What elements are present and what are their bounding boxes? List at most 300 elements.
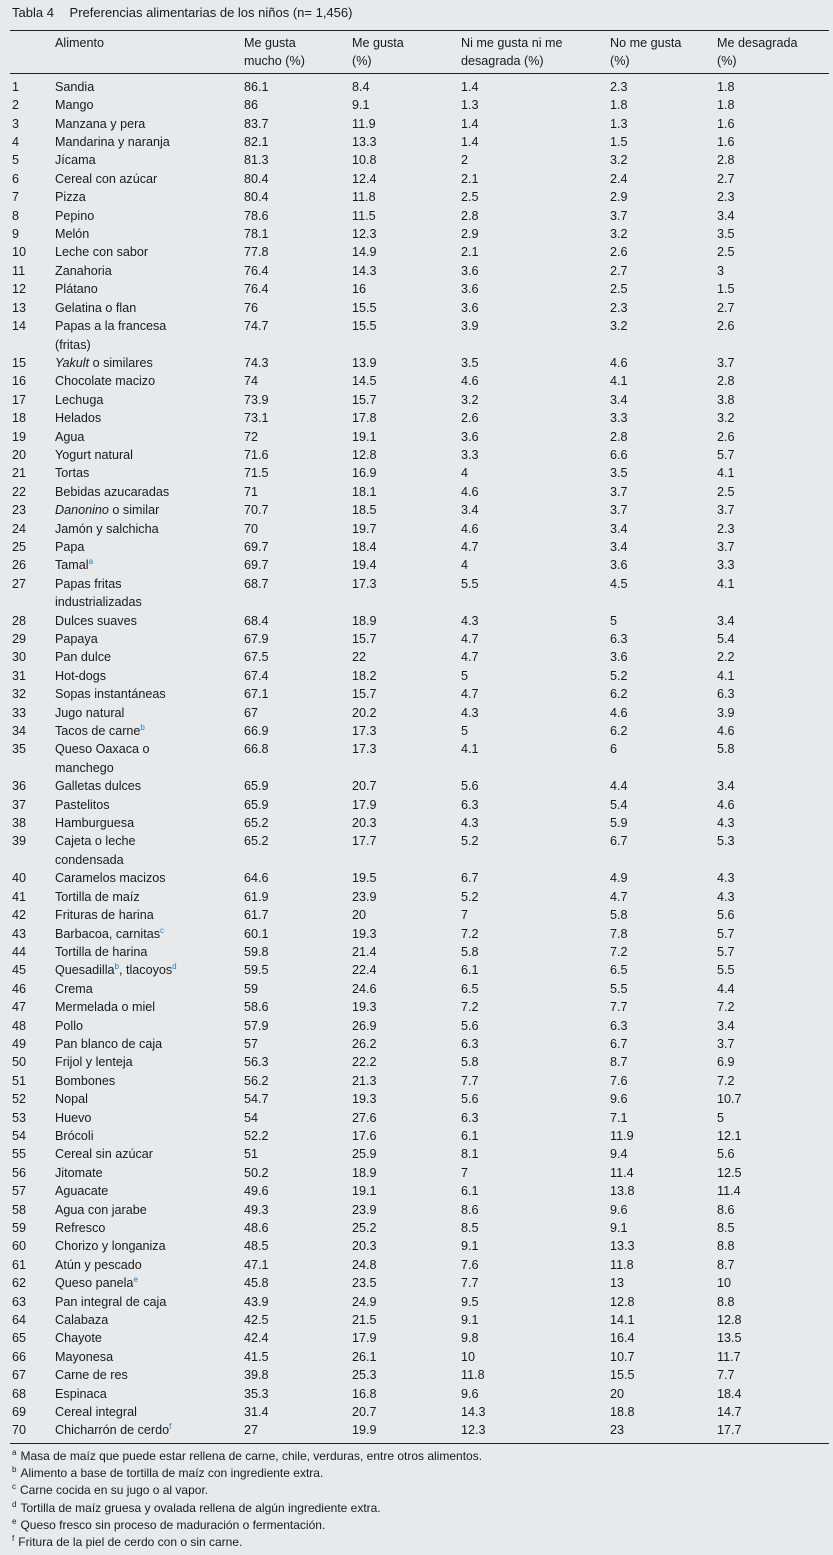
value-cell: 17.9 (352, 797, 377, 812)
row-number: 55 (12, 1147, 27, 1162)
value-cell: 7.6 (610, 1073, 628, 1088)
row-number: 40 (12, 871, 27, 886)
food-name (55, 961, 244, 979)
table-row (10, 722, 829, 740)
top-rule (10, 30, 829, 31)
value-cell: 5.4 (717, 632, 735, 646)
row-number: 35 (12, 742, 27, 757)
table-row (10, 446, 829, 464)
value-cell: 13.3 (352, 135, 377, 150)
food-name-part: Papas fritas (55, 576, 122, 591)
table-row (10, 575, 829, 612)
value-cell: 22 (352, 650, 367, 665)
food-name-part: Pan dulce (55, 650, 112, 665)
row-number: 57 (12, 1184, 27, 1199)
food-name-part: manchego (55, 760, 114, 775)
value-cell: 76.4 (244, 263, 269, 278)
value-cell: 2.6 (717, 429, 735, 444)
value-cell: 65.2 (244, 816, 269, 831)
value-cell: 7.2 (461, 1000, 479, 1015)
value-cell: 43.9 (244, 1294, 269, 1309)
value-cell: 8.7 (610, 1055, 628, 1070)
value-cell: 5.4 (610, 797, 628, 812)
table-row (10, 704, 829, 722)
value-cell: 68.7 (244, 576, 269, 591)
food-name-part: Melón (55, 227, 90, 242)
value-cell: 9.4 (610, 1147, 628, 1162)
value-cell: 5.8 (717, 742, 735, 757)
food-name-part: Chicharrón de cerdo (55, 1423, 170, 1438)
food-name-part: Nopal (55, 1092, 88, 1107)
row-number: 24 (12, 521, 27, 536)
value-cell: 86 (244, 98, 259, 113)
value-cell: 3.7 (717, 1036, 735, 1051)
value-cell: 10 (461, 1349, 476, 1364)
value-cell: 2.6 (461, 411, 479, 426)
table-row (10, 943, 829, 961)
value-cell: 4.1 (717, 576, 735, 591)
value-cell: 3.7 (717, 355, 735, 370)
row-number: 37 (12, 797, 27, 812)
food-name-part: Mermelada o miel (55, 1000, 156, 1015)
value-cell: 1.6 (717, 116, 735, 131)
food-name-part: Crema (55, 981, 93, 996)
food-name (55, 1421, 244, 1439)
value-cell: 3.6 (461, 429, 479, 444)
table-row (10, 556, 829, 574)
value-cell: 23 (610, 1423, 625, 1438)
table-row (10, 630, 829, 648)
row-number: 1 (12, 79, 20, 94)
value-cell: 6.3 (461, 1110, 479, 1125)
food-name (55, 575, 244, 612)
value-cell: 7.2 (717, 1073, 735, 1088)
value-cell: 25.3 (352, 1368, 377, 1383)
value-cell: 8.6 (461, 1202, 479, 1217)
value-cell: 58.6 (244, 1000, 269, 1015)
row-number: 44 (12, 944, 27, 959)
row-number: 5 (12, 153, 20, 168)
value-cell: 19.7 (352, 521, 377, 536)
value-cell: 4.6 (461, 484, 479, 499)
food-name-part: , tlacoyos (118, 963, 173, 978)
column-header (244, 33, 352, 74)
table-row (10, 501, 829, 519)
value-cell: 5 (461, 724, 469, 739)
header-line-2: (%) (717, 54, 737, 69)
value-cell: 12.3 (352, 227, 377, 242)
table-row (10, 925, 829, 943)
footnote (12, 1482, 482, 1499)
value-cell: 2.8 (610, 429, 628, 444)
food-name-part: Pan blanco de caja (55, 1036, 163, 1051)
food-name (55, 538, 244, 556)
row-number: 17 (12, 392, 27, 407)
footnote-text: Alimento a base de tortilla de maíz con ingrediente extra. (20, 1466, 324, 1481)
value-cell: 48.5 (244, 1239, 269, 1254)
value-cell: 71.5 (244, 466, 269, 481)
row-number: 33 (12, 705, 27, 720)
food-name (55, 1329, 244, 1347)
food-name-part: Pan integral de caja (55, 1294, 167, 1309)
value-cell: 3.4 (461, 503, 479, 518)
value-cell: 7.2 (610, 944, 628, 959)
food-name-part: Calabaza (55, 1313, 109, 1328)
value-cell: 7.7 (461, 1073, 479, 1088)
value-cell: 4.6 (610, 355, 628, 370)
value-cell: 14.1 (610, 1313, 635, 1328)
food-name (55, 648, 244, 666)
table-row (10, 74, 829, 96)
table-row (10, 612, 829, 630)
header-line-2: desagrada (%) (461, 54, 544, 69)
row-number: 9 (12, 227, 20, 242)
table-row (10, 133, 829, 151)
value-cell: 6.3 (717, 687, 735, 702)
food-name (55, 446, 244, 464)
footnote-mark: a (12, 1448, 17, 1457)
row-number: 43 (12, 926, 27, 941)
table-row (10, 888, 829, 906)
value-cell: 5.6 (717, 1147, 735, 1162)
food-name (55, 243, 244, 261)
food-name (55, 1072, 244, 1090)
value-cell: 12.8 (717, 1313, 742, 1328)
value-cell: 5.8 (461, 1055, 479, 1070)
food-name (55, 796, 244, 814)
value-cell: 4.6 (461, 521, 479, 536)
column-header (352, 33, 461, 74)
footnote-mark: c (160, 925, 165, 935)
value-cell: 3.7 (610, 503, 628, 518)
value-cell: 9.1 (610, 1221, 628, 1235)
food-name (55, 722, 244, 740)
food-name-part: Quesadilla (55, 963, 115, 978)
value-cell: 19.1 (352, 429, 377, 444)
food-name-part: Dulces suaves (55, 613, 137, 628)
value-cell: 15.5 (352, 300, 377, 315)
value-cell: 73.9 (244, 392, 269, 407)
header-line-1: Me gusta (352, 36, 404, 50)
value-cell: 18.1 (352, 484, 377, 499)
value-cell: 9.1 (352, 98, 370, 113)
value-cell: 4.3 (717, 816, 735, 831)
value-cell: 11.9 (352, 116, 376, 131)
value-cell: 2.1 (461, 245, 479, 260)
table-row (10, 1366, 829, 1384)
row-number: 31 (12, 668, 27, 683)
value-cell: 1.3 (610, 116, 628, 131)
value-cell: 70 (244, 521, 259, 536)
value-cell: 2 (461, 153, 469, 168)
value-cell: 5 (717, 1110, 725, 1125)
row-number: 56 (12, 1165, 27, 1180)
food-name (55, 262, 244, 280)
value-cell: 7.2 (717, 1000, 735, 1015)
row-number: 63 (12, 1294, 27, 1309)
value-cell: 4.3 (461, 613, 479, 628)
value-cell: 3.9 (717, 705, 735, 720)
food-name-part: Frijol y lenteja (55, 1055, 133, 1070)
footnote-mark: b (114, 962, 119, 972)
footnote-text: Masa de maíz que puede estar rellena de carne, chile, verduras, entre otros alimentos. (20, 1449, 483, 1463)
value-cell: 2.8 (461, 208, 479, 223)
value-cell: 18.9 (352, 613, 377, 628)
value-cell: 2.7 (610, 263, 628, 278)
value-cell: 8.4 (352, 79, 370, 94)
food-name-part: Tortas (55, 466, 90, 481)
food-name (55, 1127, 244, 1145)
value-cell: 6.2 (610, 687, 628, 702)
value-cell: 12.8 (352, 447, 377, 462)
value-cell: 7.7 (717, 1368, 735, 1383)
value-cell: 66.9 (244, 724, 269, 739)
header-line-2: (%) (610, 54, 630, 69)
value-cell: 11.9 (610, 1128, 634, 1143)
table-row (10, 428, 829, 446)
table-row (10, 1145, 829, 1163)
value-cell: 8.8 (717, 1239, 735, 1254)
value-cell: 3.2 (610, 319, 628, 334)
value-cell: 14.3 (461, 1405, 486, 1420)
row-number: 30 (12, 650, 27, 665)
value-cell: 6.7 (610, 834, 628, 849)
value-cell: 57 (244, 1036, 259, 1051)
value-cell: 24.8 (352, 1257, 377, 1272)
food-name (55, 869, 244, 887)
value-cell: 3.5 (610, 466, 628, 481)
food-name (55, 354, 244, 372)
food-name-part: o similares (89, 355, 153, 370)
value-cell: 4.1 (461, 742, 479, 757)
value-cell: 19.4 (352, 558, 377, 573)
column-header (461, 33, 610, 74)
value-cell: 18.5 (352, 503, 377, 518)
value-cell: 12.4 (352, 171, 377, 186)
value-cell: 31.4 (244, 1405, 269, 1420)
table-row (10, 151, 829, 169)
value-cell: 4.1 (717, 466, 735, 481)
value-cell: 5.5 (461, 576, 479, 591)
value-cell: 6.3 (610, 632, 628, 646)
food-name-part: Barbacoa, carnitas (55, 926, 161, 941)
food-name (55, 133, 244, 151)
value-cell: 4.7 (461, 632, 479, 646)
value-cell: 2.5 (461, 190, 479, 205)
value-cell: 1.4 (461, 79, 479, 94)
footnote-mark: f (12, 1534, 15, 1544)
value-cell: 7 (461, 908, 469, 923)
value-cell: 4 (461, 558, 469, 573)
footnote-mark: b (140, 723, 145, 733)
footnote-mark: d (172, 962, 177, 972)
food-name (55, 1311, 244, 1329)
row-number: 8 (12, 208, 20, 223)
header-line-2: mucho (%) (244, 54, 305, 69)
value-cell: 72 (244, 429, 259, 444)
food-name-part: (fritas) (55, 337, 91, 352)
row-number: 68 (12, 1386, 27, 1401)
value-cell: 3.4 (717, 613, 735, 628)
table-row (10, 832, 829, 869)
value-cell: 50.2 (244, 1165, 269, 1180)
value-cell: 3.7 (717, 539, 735, 554)
value-cell: 3.5 (717, 227, 735, 242)
food-name-part: Caramelos macizos (55, 871, 166, 886)
value-cell: 7 (461, 1165, 469, 1180)
food-name (55, 96, 244, 114)
food-name-part: Refresco (55, 1221, 106, 1235)
value-cell: 11.8 (610, 1257, 634, 1272)
value-cell: 4.3 (717, 871, 735, 886)
value-cell: 2.6 (610, 245, 628, 260)
food-name-part: Jícama (55, 153, 96, 168)
table-row (10, 667, 829, 685)
value-cell: 8.8 (717, 1294, 735, 1309)
food-name (55, 704, 244, 722)
value-cell: 6 (610, 742, 618, 757)
table-row (10, 225, 829, 243)
value-cell: 81.3 (244, 153, 269, 168)
table-row (10, 96, 829, 114)
column-header (610, 33, 717, 74)
value-cell: 19.5 (352, 871, 377, 886)
food-name-part: Carne de res (55, 1368, 128, 1383)
row-number: 46 (12, 981, 27, 996)
value-cell: 5.9 (610, 816, 628, 831)
value-cell: 26.2 (352, 1036, 377, 1051)
food-name (55, 612, 244, 630)
row-number: 15 (12, 355, 27, 370)
footnote-text: Fritura de la piel de cerdo con o sin carne. (18, 1535, 243, 1550)
header-line-1: Me gusta (244, 36, 296, 50)
table-row (10, 1385, 829, 1403)
value-cell: 71.6 (244, 447, 269, 462)
food-name (55, 1109, 244, 1127)
table-row (10, 391, 829, 409)
food-name (55, 556, 244, 574)
header-line-1: Alimento (55, 36, 104, 50)
food-name (55, 299, 244, 317)
value-cell: 18.4 (717, 1386, 742, 1401)
row-number: 47 (12, 1000, 27, 1015)
value-cell: 69.7 (244, 558, 269, 573)
value-cell: 23.9 (352, 1202, 377, 1217)
value-cell: 6.9 (717, 1055, 735, 1070)
value-cell: 47.1 (244, 1257, 269, 1272)
food-name (55, 1090, 244, 1108)
food-preferences-table (10, 33, 829, 1440)
table-row (10, 869, 829, 887)
food-name (55, 1348, 244, 1366)
food-name-part: Zanahoria (55, 263, 112, 278)
food-name-part: Sopas instantáneas (55, 687, 166, 702)
row-number: 21 (12, 466, 27, 481)
value-cell: 3.3 (461, 447, 479, 462)
value-cell: 2.2 (717, 650, 735, 665)
food-name-part: Chocolate macizo (55, 374, 156, 389)
row-number: 42 (12, 908, 27, 923)
table-row (10, 1201, 829, 1219)
value-cell: 6.1 (461, 963, 479, 978)
food-name (55, 667, 244, 685)
value-cell: 65.2 (244, 834, 269, 849)
table-row (10, 1293, 829, 1311)
value-cell: 25.9 (352, 1147, 377, 1162)
value-cell: 61.7 (244, 908, 269, 923)
value-cell: 70.7 (244, 503, 269, 518)
value-cell: 14.3 (352, 263, 377, 278)
value-cell: 17.8 (352, 411, 377, 426)
food-name-part: Sandia (55, 79, 95, 94)
food-name-part: Mango (55, 98, 94, 113)
value-cell: 67 (244, 705, 259, 720)
value-cell: 1.8 (610, 98, 628, 113)
value-cell: 25.2 (352, 1221, 377, 1235)
value-cell: 49.3 (244, 1202, 269, 1217)
row-number: 13 (12, 300, 27, 315)
food-name-part: Lechuga (55, 392, 104, 407)
table-row (10, 520, 829, 538)
value-cell: 3.4 (610, 539, 628, 554)
row-number: 10 (12, 245, 27, 260)
row-number: 32 (12, 687, 27, 702)
value-cell: 2.6 (717, 319, 735, 334)
value-cell: 9.5 (461, 1294, 479, 1309)
food-name-part: Leche con sabor (55, 245, 149, 260)
value-cell: 5.2 (461, 889, 479, 904)
food-name-part: Atún y pescado (55, 1257, 142, 1272)
value-cell: 80.4 (244, 171, 269, 186)
food-name-part: Yogurt natural (55, 447, 133, 462)
food-name-part: Brócoli (55, 1128, 94, 1143)
footnote-mark: a (88, 557, 94, 567)
footnote (12, 1448, 482, 1465)
value-cell: 4.7 (461, 650, 479, 665)
food-name-part: Jamón y salchicha (55, 521, 159, 536)
food-name (55, 1274, 244, 1292)
food-name-part: Galletas dulces (55, 779, 142, 794)
food-name (55, 74, 244, 96)
value-cell: 76.4 (244, 282, 269, 297)
value-cell: 18.4 (352, 539, 377, 554)
value-cell: 1.4 (461, 135, 479, 150)
value-cell: 19.3 (352, 1000, 377, 1015)
value-cell: 4.3 (461, 705, 479, 720)
row-number: 6 (12, 171, 20, 186)
value-cell: 20.7 (352, 1405, 377, 1420)
table-row (10, 740, 829, 777)
value-cell: 2.3 (717, 190, 735, 205)
food-name-part: Cereal con azúcar (55, 171, 158, 186)
value-cell: 66.8 (244, 742, 269, 757)
food-name-part: Papaya (55, 632, 98, 646)
value-cell: 2.4 (610, 171, 628, 186)
value-cell: 5.3 (717, 834, 735, 849)
food-name-part: Yakult (55, 355, 90, 370)
row-number: 34 (12, 724, 27, 739)
table-row (10, 1348, 829, 1366)
value-cell: 16.4 (610, 1331, 635, 1346)
value-cell: 13.9 (352, 355, 377, 370)
food-name (55, 1293, 244, 1311)
food-name (55, 906, 244, 924)
value-cell: 56.3 (244, 1055, 269, 1070)
value-cell: 2.7 (717, 300, 735, 315)
value-cell: 2.8 (717, 153, 735, 168)
food-name (55, 1403, 244, 1421)
value-cell: 74.7 (244, 319, 269, 334)
